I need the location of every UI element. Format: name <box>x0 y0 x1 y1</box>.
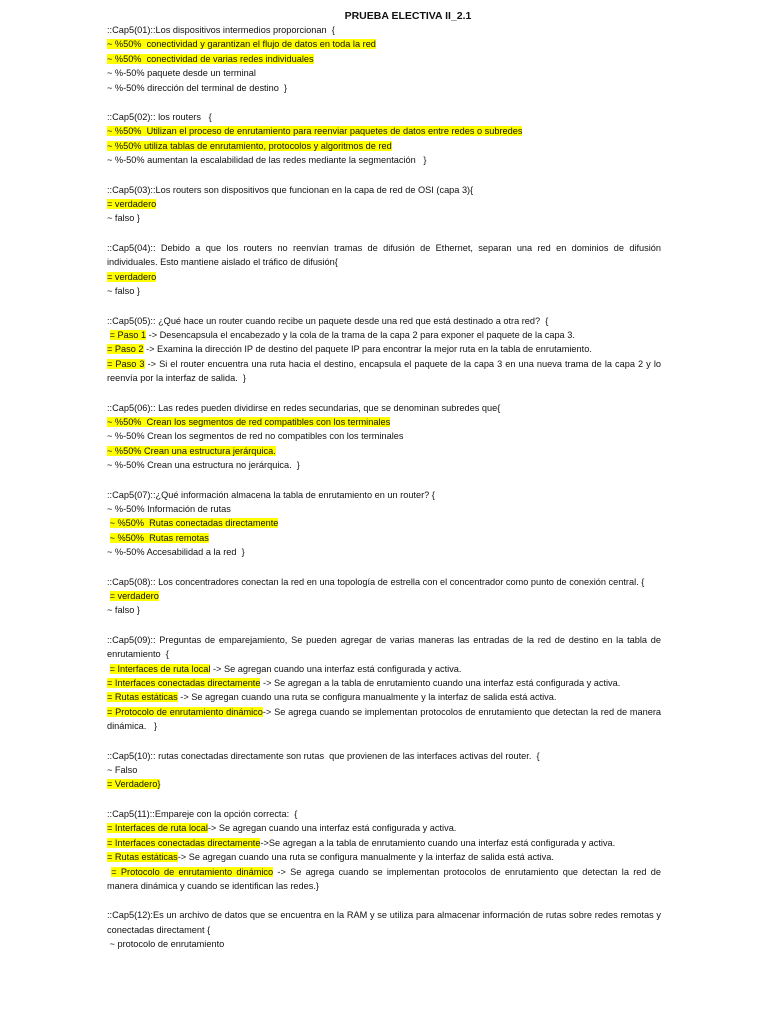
answer-option <box>107 821 661 835</box>
line-text: ::Cap5(03)::Los routers son dispositivos que funcionan en la capa de red de OSI (capa 3){ <box>107 184 474 195</box>
answer-option <box>107 429 661 443</box>
line-text: ~ %-50% Crean una estructura no jerárquica. } <box>107 460 300 471</box>
highlighted-answer: = verdadero <box>107 271 157 282</box>
answer-option <box>107 589 661 603</box>
highlighted-answer: ~ %50% conectividad y garantizan el flujo de datos en toda la red <box>107 39 376 50</box>
line-text: ::Cap5(11)::Empareje con la opción correcta: { <box>107 808 298 819</box>
highlighted-answer: = verdadero <box>107 199 157 210</box>
answer-option <box>107 662 661 676</box>
line-text: ~ %-50% dirección del terminal de destino } <box>107 82 288 93</box>
line-text: ->Se agregan a la tabla de enrutamiento cuando una interfaz está configurada y activa. <box>260 837 616 848</box>
answer-option <box>107 690 661 704</box>
answer-option <box>107 124 661 138</box>
question-block <box>107 314 664 386</box>
highlighted-answer: = Interfaces conectadas directamente <box>107 678 261 689</box>
question-block <box>107 908 664 951</box>
answer-option <box>107 342 661 356</box>
question-text <box>107 633 664 662</box>
line-text: -> Si el router encuentra una ruta hacia el destino, encapsula el paquete de la capa 3 en una nueva trama de la capa 2 y lo reenvía por la interfaz de salida. } <box>107 358 664 384</box>
question-text <box>107 241 664 270</box>
line-text: -> Se agrega cuando se implementan protocolos de enrutamiento que detectan la red de manera dinámica. } <box>107 706 664 732</box>
line-text: ~ Falso <box>107 765 138 776</box>
line-text: ::Cap5(10):: rutas conectadas directamente son rutas que provienen de las interfaces activas del router. { <box>107 750 540 761</box>
highlighted-answer: = Interfaces de ruta local <box>109 663 211 674</box>
highlighted-answer: ~ %50% conectividad de varias redes individuales <box>107 53 314 64</box>
answer-option <box>107 66 661 80</box>
question-text <box>107 110 661 124</box>
line-text: ~ %-50% Información de rutas <box>107 503 231 514</box>
question-block <box>107 633 664 734</box>
answer-option <box>107 37 661 51</box>
line-text: ~ %-50% aumentan la escalabilidad de las redes mediante la segmentación } <box>107 155 427 166</box>
highlighted-answer: ~ %50% Rutas conectadas directamente <box>109 518 279 529</box>
question-block <box>107 241 664 299</box>
answer-option <box>107 545 661 559</box>
line-text: ~ %-50% paquete desde un terminal <box>107 68 256 79</box>
line-text: ~ protocolo de enrutamiento <box>107 939 225 950</box>
line-text: -> Examina la dirección IP de destino del paquete IP para encontrar la mejor ruta en la tabla de enrutamiento. <box>143 344 592 355</box>
question-block <box>107 110 661 168</box>
highlighted-answer: = Interfaces de ruta local <box>107 823 208 834</box>
question-text <box>107 807 661 821</box>
answer-option <box>107 502 661 516</box>
line-text: -> Se agregan a la tabla de enrutamiento cuando una interfaz está configurada y activa. <box>260 678 621 689</box>
answer-option <box>107 52 661 66</box>
line-text: ~ falso } <box>107 213 140 224</box>
question-text <box>107 749 661 763</box>
line-text: ::Cap5(02):: los routers { <box>107 112 212 123</box>
answer-option <box>107 850 661 864</box>
line-text: -> Se agregan cuando una interfaz está configurada y activa. <box>207 823 457 834</box>
document-title: PRUEBA ELECTIVA II_2.1 <box>344 10 472 22</box>
question-block <box>107 807 664 893</box>
question-list <box>107 23 664 952</box>
answer-option <box>107 328 661 342</box>
question-block <box>107 749 661 792</box>
answer-option <box>107 211 661 225</box>
answer-option <box>107 81 661 95</box>
question-text <box>107 183 661 197</box>
answer-option <box>107 676 661 690</box>
question-block <box>107 488 661 560</box>
highlighted-answer: ~ %50% utiliza tablas de enrutamiento, protocolos y algoritmos de red <box>107 140 392 151</box>
answer-option <box>107 836 661 850</box>
question-text <box>107 908 664 937</box>
highlighted-answer: = Protocolo de enrutamiento dinámico <box>107 706 263 717</box>
highlighted-answer: = verdadero <box>109 591 159 601</box>
line-text: ~ falso } <box>107 605 140 616</box>
line-text: ::Cap5(04):: Debido a que los routers no reenvían tramas de difusión de Ethernet, separan una red en dominios de difusión individuales. Esto mantiene aislado el tráfico de difusión{ <box>107 242 664 268</box>
answer-option <box>107 763 661 777</box>
line-text: -> Desencapsula el encabezado y la cola de la trama de la capa 2 para exponer el paquete de la capa 3. <box>146 329 575 340</box>
question-block <box>107 401 661 473</box>
line-text: -> Se agregan cuando una ruta se configura manualmente y la interfaz de salida está activa. <box>177 692 557 703</box>
question-text <box>107 314 661 328</box>
line-text: -> Se agrega cuando se implementan protocolos de enrutamiento que detectan la red de manera dinámica y cuando se identifican las redes.} <box>107 866 664 891</box>
question-text <box>107 401 661 415</box>
highlighted-answer: = Paso 2 <box>107 344 144 355</box>
answer-option <box>107 516 661 530</box>
line-text: ::Cap5(09):: Preguntas de emparejamiento, Se pueden agregar de varias maneras las entradas de la red de destino en la tabla de enrutamiento { <box>107 634 664 660</box>
highlighted-answer: = Paso 1 <box>109 329 147 340</box>
answer-option <box>107 531 661 545</box>
line-text: ::Cap5(06):: Las redes pueden dividirse en redes secundarias, que se denominan subredes que{ <box>107 402 501 413</box>
question-text <box>107 575 661 589</box>
highlighted-answer: = Interfaces conectadas directamente <box>107 837 261 848</box>
answer-option <box>107 357 664 386</box>
question-text <box>107 488 661 502</box>
line-text: ::Cap5(05):: ¿Qué hace un router cuando recibe un paquete desde una red que está destinado a otra red? { <box>107 315 549 326</box>
highlighted-answer: = Rutas estáticas <box>107 692 178 703</box>
highlighted-answer: ~ %50% Utilizan el proceso de enrutamiento para reenviar paquetes de datos entre redes o subredes <box>107 126 523 137</box>
line-text: ::Cap5(08):: Los concentradores conectan la red en una topología de estrella con el concentrador como punto de conexión central. { <box>107 576 645 587</box>
line-text: ~ %-50% Accesabilidad a la red } <box>107 547 245 558</box>
line-text: ::Cap5(07)::¿Qué información almacena la tabla de enrutamiento en un router? { <box>107 489 435 500</box>
question-block <box>107 575 661 618</box>
question-block <box>107 23 661 95</box>
highlighted-answer: = Paso 3 <box>107 358 145 369</box>
answer-option <box>107 270 661 284</box>
answer-option <box>107 415 661 429</box>
highlighted-answer: ~ %50% Rutas remotas <box>109 532 209 543</box>
answer-option <box>107 705 664 734</box>
answer-option <box>107 937 661 951</box>
answer-option <box>107 777 661 791</box>
answer-option <box>107 458 661 472</box>
answer-option <box>107 444 661 458</box>
highlighted-answer: ~ %50% Crean una estructura jerárquica. <box>107 445 276 456</box>
line-text: -> Se agregan cuando una interfaz está configurada y activa. <box>210 663 462 674</box>
highlighted-answer: = Protocolo de enrutamiento dinámico <box>111 866 274 877</box>
answer-option <box>107 603 661 617</box>
answer-option <box>107 197 661 211</box>
answer-option <box>107 153 661 167</box>
question-block <box>107 183 661 226</box>
highlighted-answer: ~ %50% Crean los segmentos de red compatibles con los terminales <box>107 416 391 427</box>
question-text <box>107 23 661 37</box>
line-text: ~ %-50% Crean los segmentos de red no compatibles con los terminales <box>107 431 404 442</box>
answer-option <box>107 284 661 298</box>
line-text: -> Se agregan cuando una ruta se configura manualmente y la interfaz de salida está activa. <box>177 852 554 863</box>
answer-option <box>107 865 664 894</box>
answer-option <box>107 139 661 153</box>
line-text: ::Cap5(12):Es un archivo de datos que se encuentra en la RAM y se utiliza para almacenar información de rutas sobre redes remotas y conectadas directament { <box>107 910 664 935</box>
line-text: ~ falso } <box>107 286 140 297</box>
line-text: ::Cap5(01)::Los dispositivos intermedios proporcionan { <box>107 25 335 35</box>
highlighted-answer: = Verdadero} <box>107 779 161 790</box>
highlighted-answer: = Rutas estáticas <box>107 852 178 863</box>
